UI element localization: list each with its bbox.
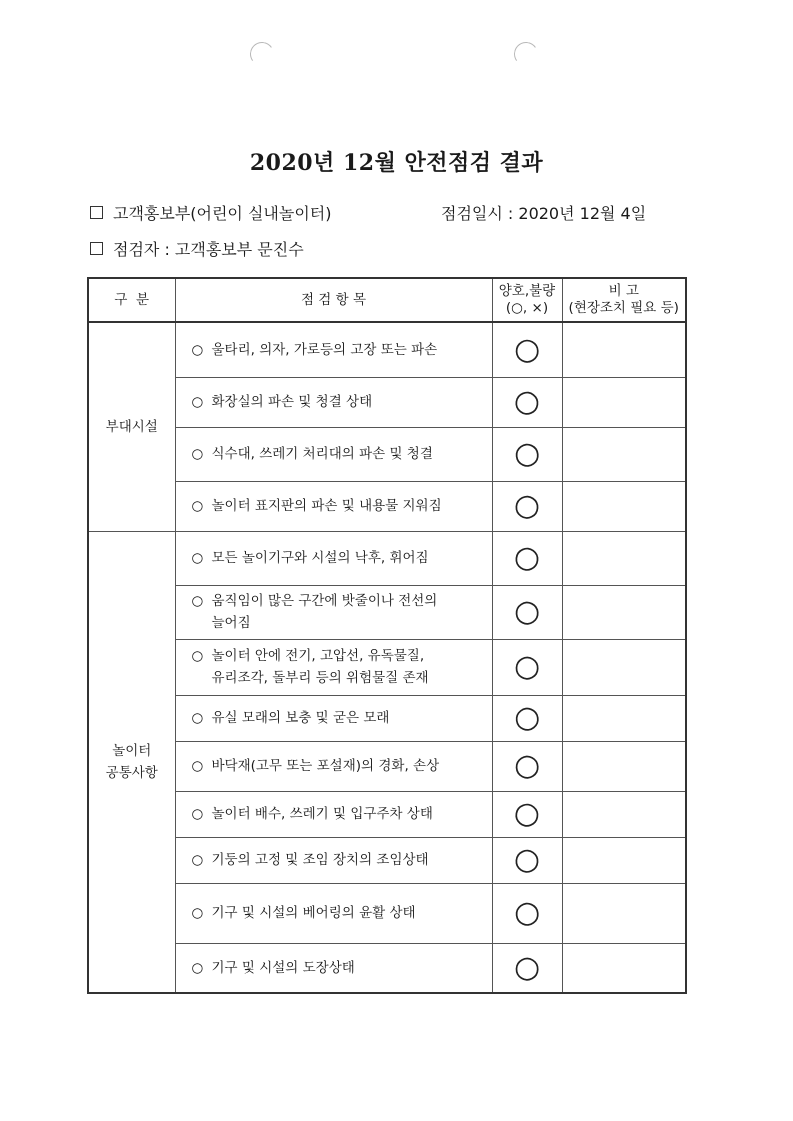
- category-cell: 놀이터 공통사항: [88, 531, 175, 993]
- result-cell: [492, 481, 562, 531]
- result-cell: [492, 741, 562, 791]
- table-row: [88, 427, 686, 481]
- handwritten-mark: ○: [511, 698, 543, 737]
- table-row: [88, 481, 686, 531]
- remarks-cell: [562, 943, 686, 993]
- bullet-icon: ○: [191, 446, 204, 462]
- item-text: 식수대, 쓰레기 처리대의 파손 및 청결: [211, 446, 433, 462]
- item-cell: [175, 481, 492, 531]
- remarks-cell: [562, 741, 686, 791]
- bullet-icon: ○: [191, 498, 204, 514]
- category-cell: 부대시설: [88, 322, 175, 531]
- remarks-cell: [562, 531, 686, 585]
- remarks-cell: [562, 322, 686, 377]
- result-cell: [492, 883, 562, 943]
- remarks-cell: [562, 639, 686, 695]
- remarks-cell: [562, 883, 686, 943]
- bullet-icon: ○: [191, 758, 204, 774]
- item-cell: [175, 837, 492, 883]
- result-cell: [492, 695, 562, 741]
- table-row: [88, 837, 686, 883]
- item-text: 놀이터 배수, 쓰레기 및 입구주차 상태: [211, 806, 433, 822]
- bullet-icon: ○: [191, 550, 204, 566]
- bullet-icon: ○: [191, 648, 204, 664]
- header-item: 점 검 항 목: [175, 278, 492, 322]
- bullet-icon: ○: [191, 905, 204, 921]
- table-row: [88, 695, 686, 741]
- table-row: [88, 791, 686, 837]
- remarks-cell: [562, 695, 686, 741]
- bullet-icon: ○: [191, 959, 204, 976]
- table-row: [88, 883, 686, 943]
- item-text: 기둥의 고정 및 조임 장치의 조임상태: [211, 852, 429, 868]
- bullet-icon: ○: [191, 852, 204, 868]
- item-text: 화장실의 파손 및 청결 상태: [211, 394, 373, 410]
- document-title: 2020년 12월 안전점검 결과: [249, 150, 544, 176]
- department-text: 고객홍보부(어린이 실내놀이터): [113, 204, 332, 223]
- inspector-text: 점검자 : 고객홍보부 문진수: [113, 240, 304, 259]
- header-remarks: 비 고 (현장조치 필요 등): [562, 278, 686, 322]
- item-text: 놀이터 표지판의 파손 및 내용물 지워짐: [211, 498, 442, 514]
- result-cell: [492, 531, 562, 585]
- item-cell: [175, 695, 492, 741]
- handwritten-mark: ○: [512, 747, 541, 784]
- bullet-icon: ○: [191, 710, 204, 726]
- table-row: [88, 322, 686, 377]
- inspection-table: [87, 277, 687, 994]
- remarks-cell: [562, 585, 686, 639]
- result-cell: [492, 791, 562, 837]
- bullet-icon: ○: [191, 341, 204, 358]
- item-cell: [175, 639, 492, 695]
- bullet-icon: ○: [191, 394, 204, 410]
- item-cell: [175, 322, 492, 377]
- handwritten-mark: ○: [511, 382, 543, 421]
- table-row: [88, 531, 686, 585]
- item-text: 바닥재(고무 또는 포설재)의 경화, 손상: [211, 758, 440, 774]
- item-text: 움직임이 많은 구간에 밧줄이나 전선의 늘어짐: [211, 593, 438, 631]
- handwritten-mark: ○: [512, 840, 542, 879]
- remarks-cell: [562, 481, 686, 531]
- table-row: [88, 377, 686, 427]
- item-text: 놀이터 안에 전기, 고압선, 유독물질, 유리조각, 돌부리 등의 위험물질 존재: [211, 648, 429, 686]
- remarks-cell: [562, 837, 686, 883]
- table-header-row: [88, 278, 686, 322]
- item-cell: [175, 531, 492, 585]
- bullet-icon: ○: [191, 806, 204, 822]
- table-row: [88, 741, 686, 791]
- inspector-line: [90, 237, 304, 260]
- header-result: 양호,불량 (○, ×): [492, 278, 562, 322]
- item-cell: [175, 943, 492, 993]
- table-row: [88, 943, 686, 993]
- handwritten-mark: ○: [513, 648, 541, 685]
- result-cell: [492, 585, 562, 639]
- handwritten-mark: ○: [512, 487, 542, 524]
- table-row: [88, 639, 686, 695]
- handwritten-mark: ○: [513, 949, 541, 986]
- handwritten-mark: ○: [512, 593, 542, 630]
- department-line: [90, 201, 332, 224]
- item-text: 기구 및 시설의 베어링의 윤활 상태: [211, 905, 416, 921]
- item-cell: [175, 883, 492, 943]
- item-cell: [175, 741, 492, 791]
- item-cell: [175, 427, 492, 481]
- bullet-icon: ○: [191, 593, 204, 609]
- result-cell: [492, 427, 562, 481]
- result-cell: [492, 639, 562, 695]
- remarks-cell: [562, 377, 686, 427]
- handwritten-mark: ○: [511, 793, 544, 834]
- handwritten-mark: ○: [512, 434, 542, 473]
- punch-hole-right: [512, 40, 540, 68]
- item-text: 모든 놀이기구와 시설의 낙후, 휘어짐: [211, 550, 429, 566]
- remarks-cell: [562, 427, 686, 481]
- item-cell: [175, 585, 492, 639]
- item-cell: [175, 377, 492, 427]
- item-text: 유실 모래의 보충 및 굳은 모래: [211, 710, 390, 726]
- header-category: 구 분: [88, 278, 175, 322]
- inspection-date: 점검일시 : 2020년 12월 4일: [441, 204, 647, 223]
- result-cell: [492, 943, 562, 993]
- item-cell: [175, 791, 492, 837]
- item-text: 기구 및 시설의 도장상태: [211, 959, 355, 976]
- result-cell: [492, 377, 562, 427]
- remarks-cell: [562, 791, 686, 837]
- handwritten-mark: ○: [512, 893, 542, 932]
- result-cell: [492, 837, 562, 883]
- handwritten-mark: ○: [512, 538, 542, 577]
- item-text: 울타리, 의자, 가로등의 고장 또는 파손: [211, 341, 438, 358]
- result-cell: [492, 322, 562, 377]
- punch-hole-left: [248, 40, 276, 68]
- table-row: [88, 585, 686, 639]
- handwritten-mark: ○: [513, 331, 541, 368]
- checkbox-icon: [90, 242, 103, 255]
- checkbox-icon: [90, 206, 103, 219]
